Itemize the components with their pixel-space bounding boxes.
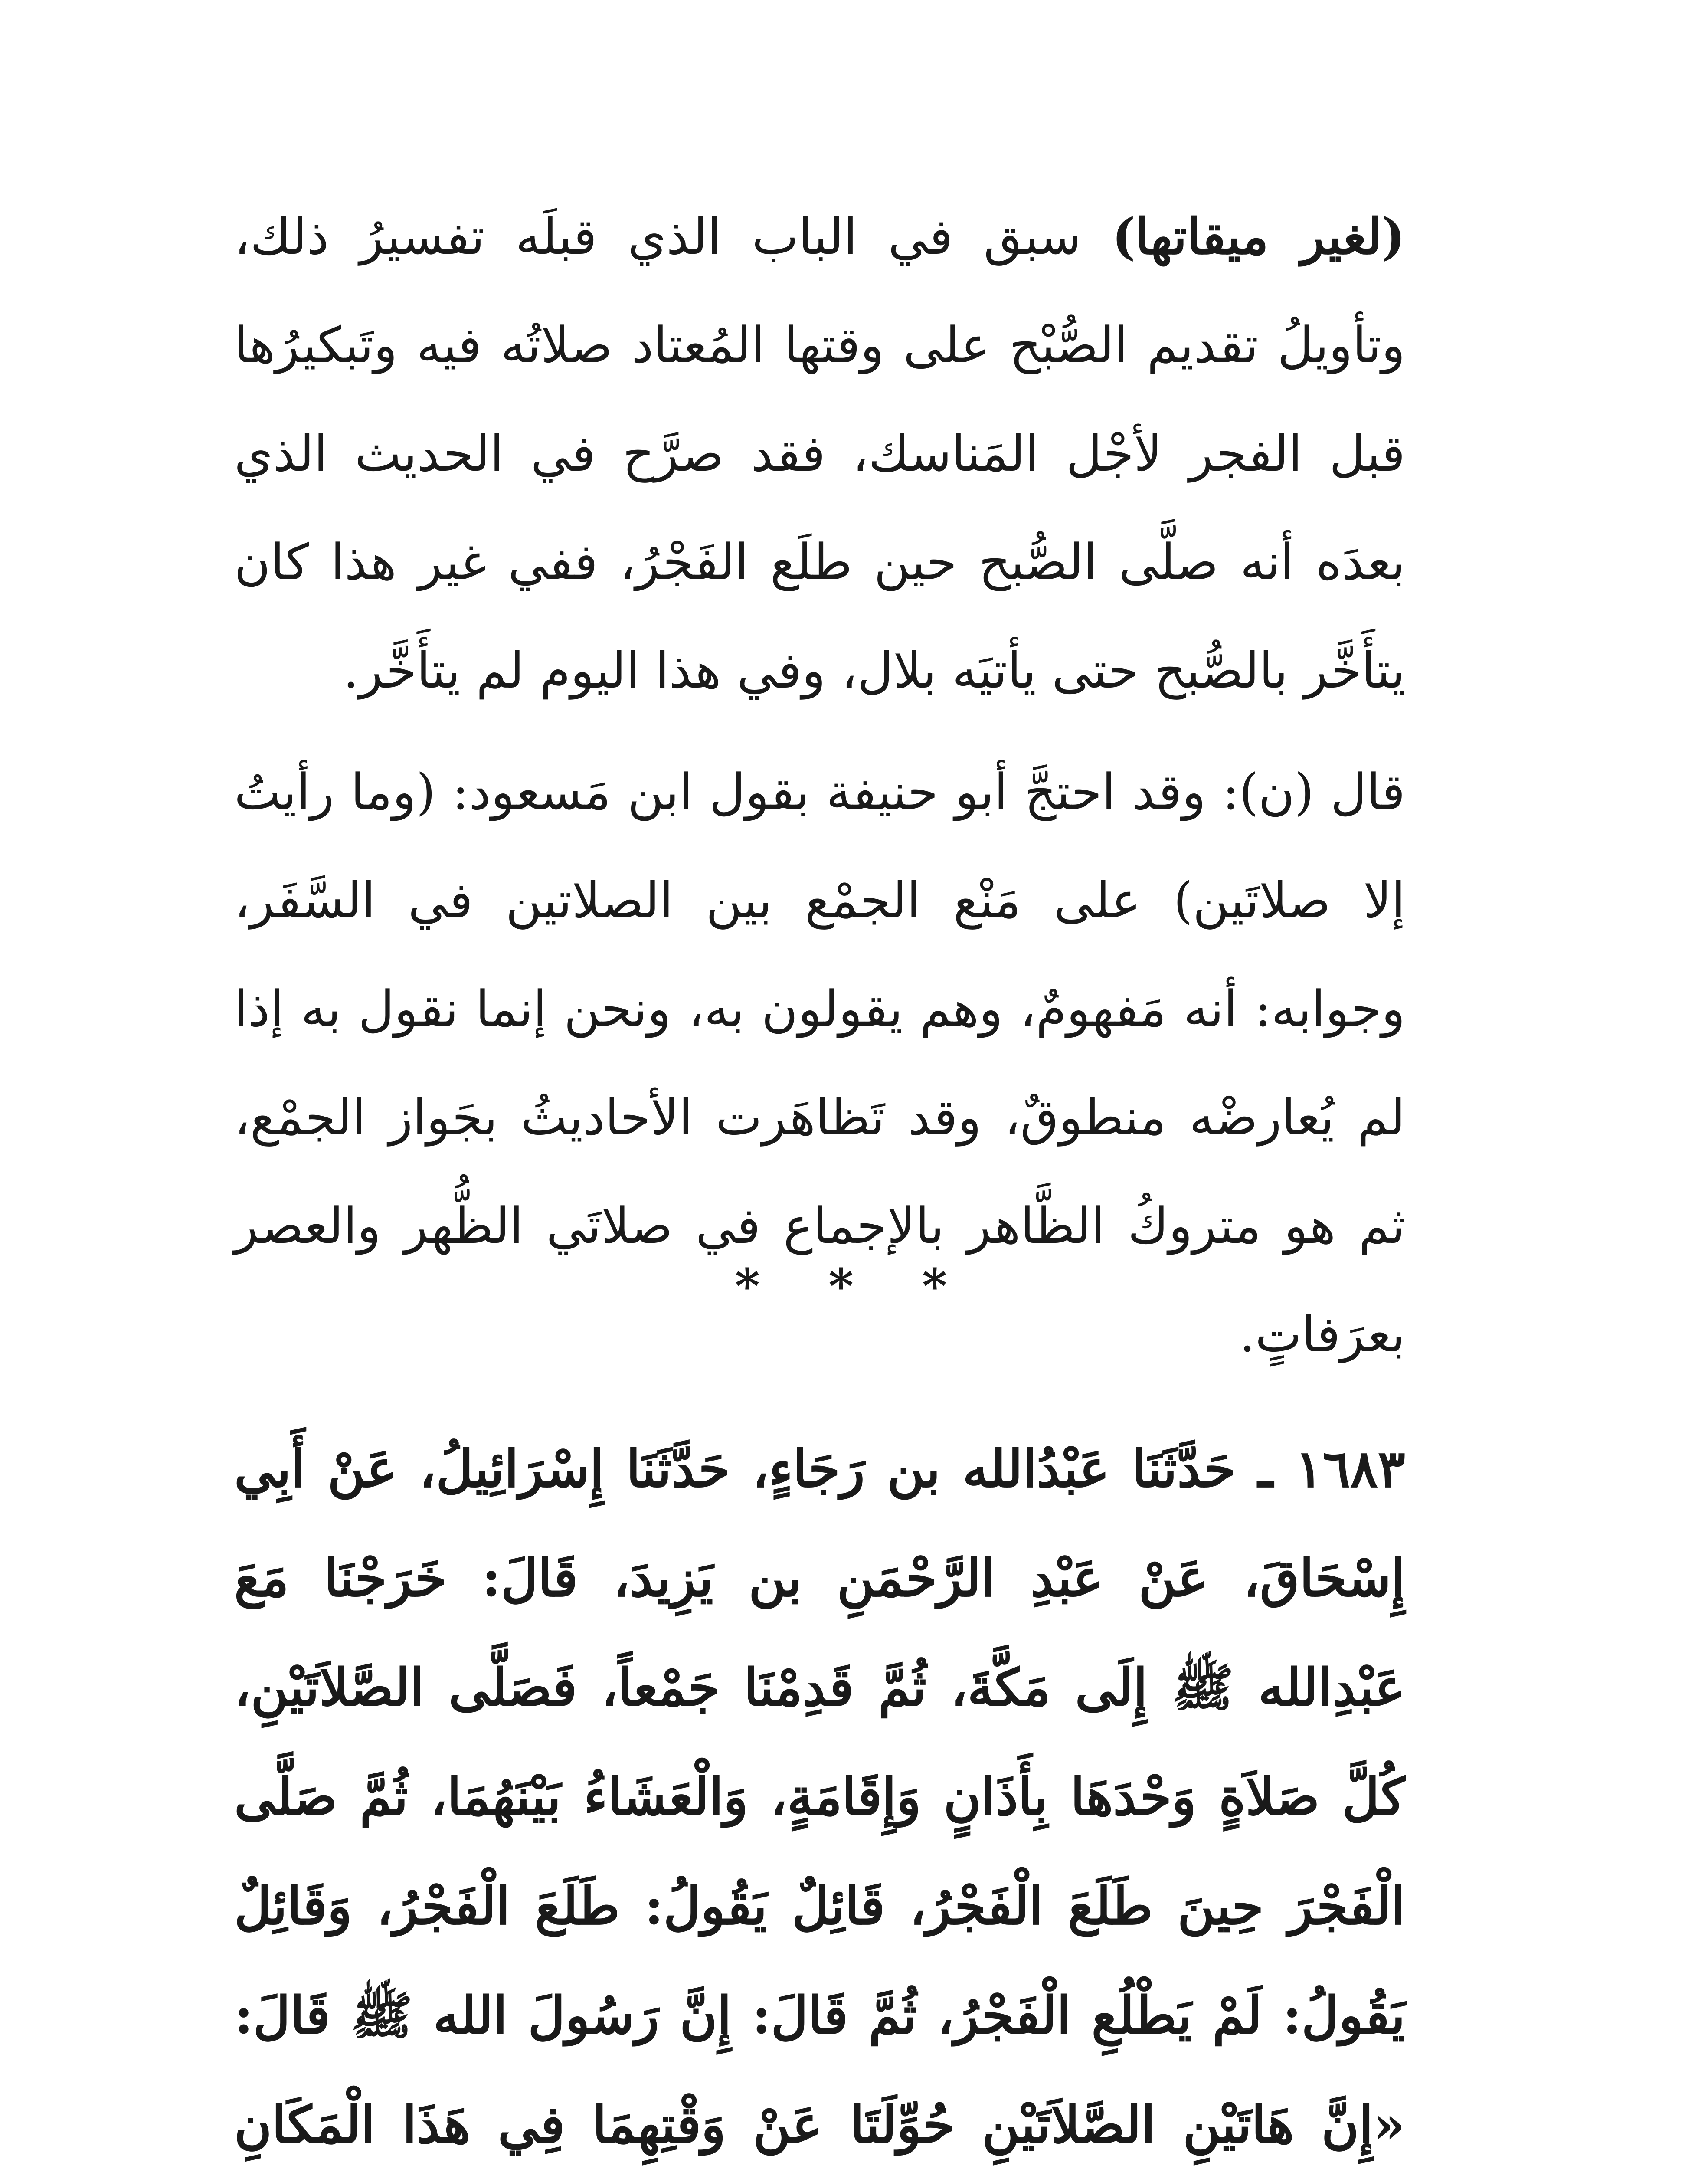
commentary-paragraph-1 bbox=[234, 182, 1405, 725]
section-separator: * * * bbox=[735, 1258, 973, 1314]
commentary-paragraph-2: قال (ن): وقد احتجَّ أبو حنيفة بقول ابن مَسعود: (وما رأيتُ إلا صلاتَين) على مَنْع الجمْع بين الصلاتين في السَّفَر، وجوابه: أنه مَفهومٌ، وهم يقولون به، ونحن إنما نقول به إذا لم يُعارضْه منطوقٌ، وقد تَظاهَرت الأحاديثُ بجَواز الجمْع، ثم هو متروكُ الظَّاهر بالإجماع في صلاتَي الظُّهر والعصر بعرَفاتٍ. bbox=[234, 763, 1405, 1363]
commentary-paragraph-1-text: سبق في الباب الذي قبلَه تفسيرُ ذلك، وتأويلُ تقديم الصُّبْح على وقتها المُعتاد صلاتُه فيه وتَبكيرُها قبل الفجر لأجْل المَناسك، فقد صرَّح في الحديث الذي بعدَه أنه صلَّى الصُّبح حين طلَع الفَجْرُ، ففي غير هذا كان يتأَخَّر بالصُّبح حتى يأتيَه بلال، وفي هذا اليوم لم يتأَخَّر. bbox=[234, 208, 1405, 699]
commentary-lead-term: (لغير ميقاتها) bbox=[1112, 207, 1405, 265]
hadith-section bbox=[234, 1414, 1405, 2169]
commentary-section bbox=[234, 182, 1405, 1389]
hadith-text: ١٦٨٣ ـ حَدَّثَنَا عَبْدُالله بن رَجَاءٍ، حَدَّثَنَا إِسْرَائِيلُ، عَنْ أَبِي إِسْحَاقَ، عَنْ عَبْدِ الرَّحْمَنِ بن يَزِيدَ، قَالَ: خَرَجْنَا مَعَ عَبْدِالله ﷺ إِلَى مَكَّةَ، ثُمَّ قَدِمْنَا جَمْعاً، فَصَلَّى الصَّلاَتَيْنِ، كُلَّ صَلاَةٍ وَحْدَهَا بِأَذَانٍ وَإِقَامَةٍ، وَالْعَشَاءُ بَيْنَهُمَا، ثُمَّ صَلَّى الْفَجْرَ حِينَ طَلَعَ الْفَجْرُ، قَائِلٌ يَقُولُ: طَلَعَ الْفَجْرُ، وَقَائِلٌ يَقُولُ: لَمْ يَطْلُعِ الْفَجْرُ، ثُمَّ قَالَ: إِنَّ رَسُولَ الله ﷺ قَالَ: «إِنَّ هَاتَيْنِ الصَّلاَتَيْنِ حُوِّلَتَا عَنْ وَقْتِهِمَا فِي هَذَا الْمَكَانِ bbox=[234, 1438, 1405, 2155]
